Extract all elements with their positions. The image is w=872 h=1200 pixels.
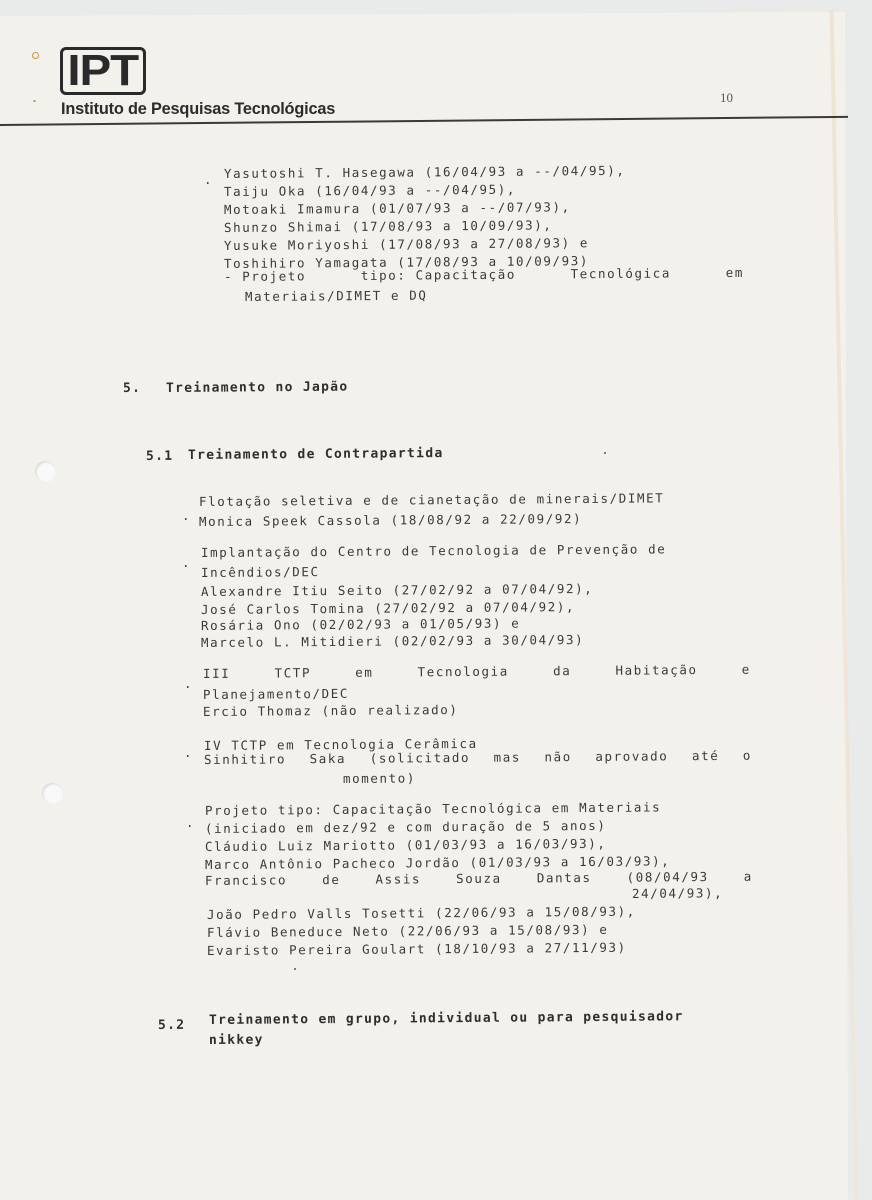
list-item-line: José Carlos Tomina (27/02/92 a 07/04/92), <box>200 599 576 617</box>
stain-mark <box>33 100 36 102</box>
word: III <box>202 665 231 681</box>
word: Dantas <box>536 869 592 886</box>
list-item-line: Projeto tipo: Capacitação Tecnológica em Materiais <box>204 799 662 818</box>
word: de <box>322 871 341 888</box>
list-item-line: Yasutoshi T. Hasegawa (16/04/93 a --/04/95), <box>223 162 626 181</box>
section-number: 5. <box>122 380 142 396</box>
list-item-line: Ercio Thomaz (não realizado) <box>202 701 459 719</box>
list-item-line: João Pedro Valls Tosetti (22/06/93 a 15/08/93), <box>206 903 636 922</box>
list-item-line: Planejamento/DEC <box>202 685 350 702</box>
word: e <box>741 661 751 677</box>
word: TCTP <box>274 665 312 681</box>
word: Francisco <box>204 872 288 888</box>
bullet: . <box>183 675 194 691</box>
subsection-number: 5.2 <box>157 1017 186 1033</box>
word: Sinhitiro <box>203 751 287 767</box>
word: da <box>552 663 572 679</box>
word: a <box>743 868 753 884</box>
word: tipo: Capacitação <box>360 266 517 283</box>
list-item-line: Rosária Ono (02/02/93 a 01/05/93) e <box>200 615 521 633</box>
institution-name: Instituto de Pesquisas Tecnológicas <box>61 99 336 118</box>
word: (08/04/93 <box>626 869 709 885</box>
subsection-title-continued: nikkey <box>208 1032 264 1048</box>
speck <box>604 452 606 454</box>
word: aprovado <box>595 748 669 764</box>
word: Habitação <box>615 662 698 678</box>
word: não <box>544 749 572 765</box>
list-item-line: Alexandre Itiu Seito (27/02/92 a 07/04/92), <box>200 580 594 599</box>
word: em <box>725 264 745 281</box>
logo-text: IPT <box>67 46 139 95</box>
list-item-line: Materiais/DIMET e DQ <box>244 287 428 304</box>
list-item-line: (iniciado em dez/92 e com duração de 5 anos) <box>204 817 607 836</box>
list-item-line: 24/04/93), <box>631 885 724 901</box>
list-item-line: Toshihiro Yamagata (17/08/93 a 10/09/93) <box>223 253 590 271</box>
list-item-line: Marco Antônio Pacheco Jordão (01/03/93 a 16/03/93), <box>204 853 671 872</box>
list-item-line: Flávio Beneduce Neto (22/06/93 a 15/08/93) e <box>206 921 609 940</box>
speck <box>294 968 296 970</box>
subsection-title: Treinamento de Contrapartida <box>187 445 444 463</box>
list-item-line: Evaristo Pereira Goulart (18/10/93 a 27/11/93) <box>206 939 627 958</box>
bullet: . <box>181 554 192 570</box>
list-item-line: momento) <box>342 770 417 786</box>
word: o <box>742 747 753 763</box>
list-item-line: Monica Speek Cassola (18/08/92 a 22/09/92) <box>198 510 583 529</box>
page-number: 10 <box>720 90 733 105</box>
word: (solicitado <box>369 749 471 766</box>
word: em <box>355 664 374 680</box>
list-item-line: Taiju Oka (16/04/93 a --/04/95), <box>223 181 517 199</box>
word: - Projeto <box>223 268 307 284</box>
stain-mark <box>32 52 39 59</box>
word: Assis <box>375 871 422 887</box>
punch-hole <box>35 461 56 482</box>
list-item-line: Shunzo Shimai (17/08/93 a 10/09/93), <box>223 217 553 235</box>
list-item-line: Flotação seletiva e de cianetação de minerais/DIMET <box>198 490 665 509</box>
word: até <box>691 747 720 764</box>
list-item-line: Cláudio Luiz Mariotto (01/03/93 a 16/03/93), <box>204 835 607 854</box>
ipt-logo <box>60 47 146 95</box>
list-item-line: IV TCTP em Tecnologia Cerâmica <box>203 735 478 753</box>
word: Saka <box>309 750 347 767</box>
word: Tecnologia <box>417 663 509 680</box>
punch-hole <box>42 783 63 804</box>
list-item-line: Marcelo L. Mitidieri (02/02/93 a 30/04/93) <box>200 631 585 650</box>
section-title: Treinamento no Japão <box>165 379 349 396</box>
bullet: . <box>181 507 192 523</box>
subsection-number: 5.1 <box>145 448 174 464</box>
bullet: . <box>183 744 194 760</box>
list-item-line: Yusuke Moriyoshi (17/08/93 a 27/08/93) e <box>223 235 590 253</box>
word: mas <box>493 749 522 765</box>
word: Souza <box>456 870 502 887</box>
subsection-title: Treinamento em grupo, individual ou para pesquisador <box>208 1009 684 1028</box>
list-item-line: Implantação do Centro de Tecnologia de Prevenção de <box>200 541 667 560</box>
bullet: . <box>185 814 196 830</box>
list-item-line: Incêndios/DEC <box>200 564 320 580</box>
list-item-line: Motoaki Imamura (01/07/93 a --/07/93), <box>223 199 571 217</box>
word: Tecnológica <box>570 265 672 282</box>
bullet: . <box>203 171 214 187</box>
